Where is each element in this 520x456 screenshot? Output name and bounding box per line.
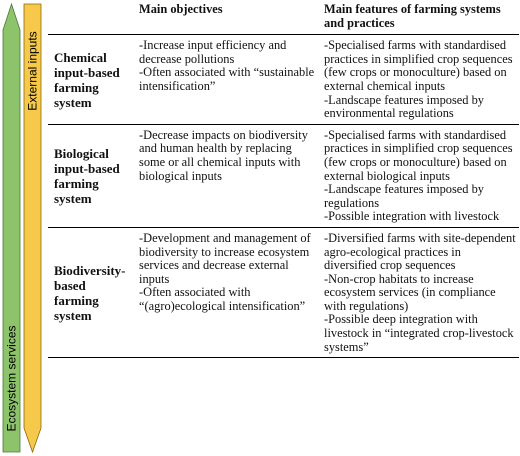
feature-item: -Specialised farms with standardised practices in simplified crop sequences (few crops or monoculture) based on external biological inputs [324,127,513,183]
external-inputs-label: External inputs [25,31,40,111]
objective-item: -Increase input efficiency and decrease pollutions [139,38,287,66]
table-row [48,227,519,357]
ecosystem-services-label: Ecosystem services [4,325,19,432]
objective-item: -Decrease impacts on biodiversity and human health by replacing some or all chemical inputs with biological inputs [139,127,308,183]
system-name: Chemical input-based farming system [54,49,120,110]
objectives-cell [136,124,321,227]
objective-item: -Often associated with “(agro)ecological intensification” [139,285,306,313]
feature-item: -Specialised farms with standardised practices in simplified crop sequences (few crops or monoculture) based on external chemical inputs [324,38,513,93]
objective-item: -Development and management of biodiversity to increase ecosystem services and decrease external inputs [139,230,311,286]
farming-systems-table [48,1,519,358]
table-header-row [48,1,519,35]
objectives-cell [136,227,321,357]
objective-item: -Often associated with “sustainable intensification” [139,65,315,93]
system-name: Biodiversity-based farming system [48,227,136,357]
features-cell [321,35,519,125]
header-features: Main features of farming systems and practices [324,2,501,30]
header-system [48,1,136,35]
system-name: Biological input-based farming system [48,124,136,227]
feature-item: -Diversified farms with site-dependent agro-ecological practices in diversified crop sequences [324,230,516,273]
header-objectives: Main objectives [139,2,223,16]
objectives-cell [136,35,321,125]
table-row [48,35,519,125]
feature-item: -Possible deep integration with livestock in “integrated crop-livestock systems” [324,312,514,354]
features-cell [321,124,519,227]
table-row [48,124,519,227]
features-cell [321,227,519,357]
feature-item: -Non-crop habitats to increase ecosystem services (in compliance with regulations) [324,271,496,313]
feature-item: -Landscape features imposed by regulations [324,182,484,210]
feature-item: -Possible integration with livestock [324,209,500,224]
feature-item: -Landscape features imposed by environmental regulations [324,92,484,121]
